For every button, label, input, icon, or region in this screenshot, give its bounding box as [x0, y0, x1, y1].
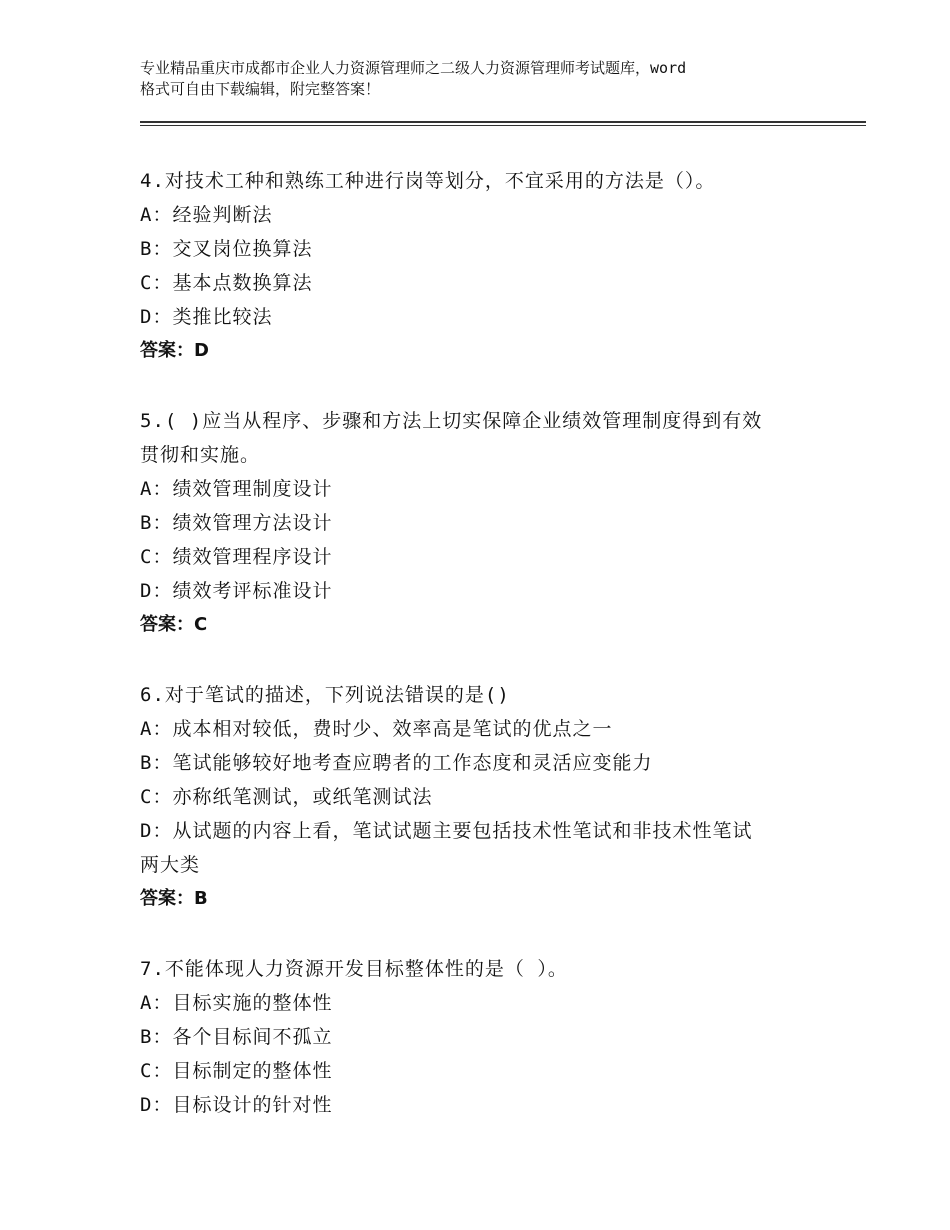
- question-6: [140, 678, 830, 916]
- option-c: C：绩效管理程序设计: [140, 546, 333, 568]
- option-d-continued: 两大类: [140, 854, 201, 876]
- question-stem: 6.对于笔试的描述，下列说法错误的是(): [140, 684, 510, 706]
- document-header: [140, 58, 840, 100]
- question-stem: 5.( )应当从程序、步骤和方法上切实保障企业绩效管理制度得到有效: [140, 410, 763, 432]
- option-b: B：绩效管理方法设计: [140, 512, 333, 534]
- question-5: [140, 404, 830, 642]
- option-c: C：基本点数换算法: [140, 272, 313, 294]
- option-b: B：各个目标间不孤立: [140, 1026, 333, 1048]
- header-divider: [140, 121, 866, 126]
- header-title-line-2: 格式可自由下载编辑，附完整答案！: [140, 80, 381, 98]
- option-c: C：目标制定的整体性: [140, 1060, 333, 1082]
- option-d: D：目标设计的针对性: [140, 1094, 333, 1116]
- question-stem-continued: 贯彻和实施。: [140, 444, 261, 466]
- option-a: A：经验判断法: [140, 204, 273, 226]
- option-d: D：绩效考评标准设计: [140, 580, 333, 602]
- answer: 答案：B: [140, 888, 208, 909]
- question-4: [140, 164, 830, 368]
- answer: 答案：D: [140, 340, 209, 361]
- header-title-line-1: 专业精品重庆市成都市企业人力资源管理师之二级人力资源管理师考试题库，word: [140, 59, 687, 77]
- option-b: B：交叉岗位换算法: [140, 238, 313, 260]
- question-7: [140, 952, 830, 1122]
- option-d: D：类推比较法: [140, 306, 273, 328]
- question-list: [140, 164, 830, 1158]
- answer: 答案：C: [140, 614, 208, 635]
- question-stem: 7.不能体现人力资源开发目标整体性的是（ ）。: [140, 958, 568, 980]
- option-d: D：从试题的内容上看，笔试试题主要包括技术性笔试和非技术性笔试: [140, 820, 753, 842]
- option-a: A：目标实施的整体性: [140, 992, 333, 1014]
- option-a: A：绩效管理制度设计: [140, 478, 333, 500]
- option-a: A：成本相对较低，费时少、效率高是笔试的优点之一: [140, 718, 613, 740]
- question-stem: 4.对技术工种和熟练工种进行岗等划分，不宜采用的方法是（）。: [140, 170, 716, 192]
- option-b: B：笔试能够较好地考查应聘者的工作态度和灵活应变能力: [140, 752, 653, 774]
- option-c: C：亦称纸笔测试，或纸笔测试法: [140, 786, 433, 808]
